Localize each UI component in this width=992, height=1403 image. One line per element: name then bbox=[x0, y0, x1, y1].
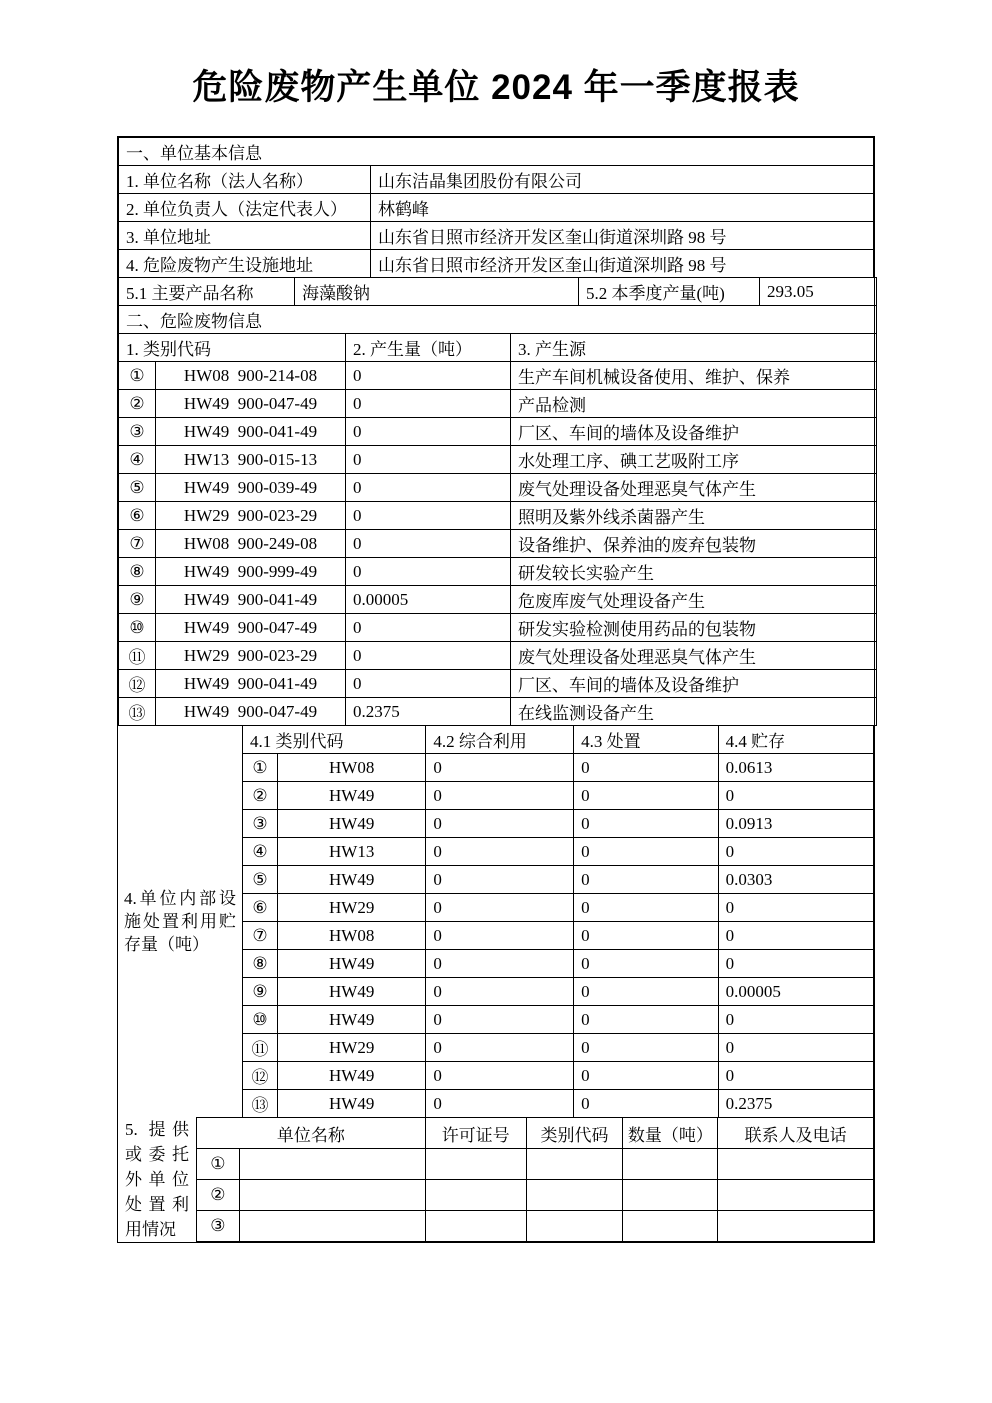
waste-row bbox=[119, 446, 877, 474]
facility-storage: 0 bbox=[718, 1062, 873, 1090]
row-number: ④ bbox=[243, 838, 278, 866]
report-title: 危险废物产生单位 2024 年一季度报表 bbox=[192, 68, 800, 107]
facility-row bbox=[243, 1090, 874, 1118]
row-number: ⑪ bbox=[243, 1034, 278, 1062]
facility-storage: 0 bbox=[718, 922, 873, 950]
external-unit-row bbox=[197, 1180, 874, 1211]
waste-generation-source: 废气处理设备处理恶臭气体产生 bbox=[511, 474, 877, 502]
external-unit-name bbox=[239, 1180, 425, 1211]
facility-category-code: HW08 bbox=[277, 754, 426, 782]
waste-category-code: HW49 900-999-49 bbox=[156, 558, 346, 586]
external-quantity bbox=[623, 1211, 718, 1242]
waste-category-code: HW49 900-047-49 bbox=[156, 698, 346, 726]
facility-storage: 0 bbox=[718, 950, 873, 978]
waste-category-code: HW49 900-041-49 bbox=[156, 586, 346, 614]
facility-disposal: 0 bbox=[574, 866, 718, 894]
waste-generation-source: 生产车间机械设备使用、维护、保养 bbox=[511, 362, 877, 390]
external-category-code bbox=[526, 1211, 623, 1242]
waste-generated-amount: 0 bbox=[346, 670, 511, 698]
product-name-value: 海藻酸钠 bbox=[295, 278, 579, 306]
section2-table bbox=[118, 305, 877, 726]
external-contact bbox=[718, 1149, 874, 1180]
facility-disposal: 0 bbox=[574, 950, 718, 978]
facility-category-code: HW29 bbox=[277, 894, 426, 922]
row-number: ⑦ bbox=[243, 922, 278, 950]
facility-storage: 0 bbox=[718, 838, 873, 866]
facility-category-code: HW49 bbox=[277, 810, 426, 838]
facility-disposal: 0 bbox=[574, 894, 718, 922]
facility-disposal: 0 bbox=[574, 1034, 718, 1062]
waste-generated-amount: 0 bbox=[346, 474, 511, 502]
waste-generated-amount: 0 bbox=[346, 362, 511, 390]
waste-generated-amount: 0 bbox=[346, 614, 511, 642]
facility-row bbox=[243, 1034, 874, 1062]
section1-header: 一、单位基本信息 bbox=[119, 138, 874, 166]
facility-storage: 0 bbox=[718, 782, 873, 810]
facility-disposal: 0 bbox=[574, 1006, 718, 1034]
waste-generation-source: 在线监测设备产生 bbox=[511, 698, 877, 726]
facility-storage: 0.0613 bbox=[718, 754, 873, 782]
section5-band bbox=[118, 1117, 874, 1242]
waste-row bbox=[119, 362, 877, 390]
column-header-unit-name: 单位名称 bbox=[197, 1118, 426, 1149]
waste-category-code: HW49 900-047-49 bbox=[156, 614, 346, 642]
waste-row bbox=[119, 390, 877, 418]
row-number: ⑧ bbox=[243, 950, 278, 978]
facility-comprehensive-use: 0 bbox=[426, 978, 574, 1006]
column-header-storage: 4.4 贮存 bbox=[718, 726, 873, 754]
waste-row bbox=[119, 530, 877, 558]
facility-comprehensive-use: 0 bbox=[426, 782, 574, 810]
external-contact bbox=[718, 1180, 874, 1211]
external-contact bbox=[718, 1211, 874, 1242]
facility-storage: 0 bbox=[718, 894, 873, 922]
row-number: ⑩ bbox=[243, 1006, 278, 1034]
info-row bbox=[119, 250, 874, 278]
waste-generation-source: 设备维护、保养油的废弃包装物 bbox=[511, 530, 877, 558]
facility-storage: 0.0913 bbox=[718, 810, 873, 838]
facility-storage: 0.0303 bbox=[718, 866, 873, 894]
column-header-contact: 联系人及电话 bbox=[718, 1118, 874, 1149]
facility-comprehensive-use: 0 bbox=[426, 1006, 574, 1034]
column-header-generation-source: 3. 产生源 bbox=[511, 334, 877, 362]
facility-row bbox=[243, 950, 874, 978]
external-unit-name bbox=[239, 1149, 425, 1180]
column-header-comprehensive-use: 4.2 综合利用 bbox=[426, 726, 574, 754]
facility-disposal: 0 bbox=[574, 782, 718, 810]
facility-storage: 0 bbox=[718, 1006, 873, 1034]
column-header-category-code-5: 类别代码 bbox=[526, 1118, 623, 1149]
row-number: ① bbox=[197, 1149, 240, 1180]
info-label: 3. 单位地址 bbox=[119, 222, 371, 250]
external-unit-name bbox=[239, 1211, 425, 1242]
waste-category-code: HW49 900-041-49 bbox=[156, 670, 346, 698]
facility-comprehensive-use: 0 bbox=[426, 922, 574, 950]
facility-category-code: HW13 bbox=[277, 838, 426, 866]
row-number: ⑫ bbox=[119, 670, 156, 698]
waste-category-code: HW29 900-023-29 bbox=[156, 642, 346, 670]
section2-header: 二、危险废物信息 bbox=[119, 306, 877, 334]
external-license-number bbox=[425, 1149, 526, 1180]
column-header-generated-amount: 2. 产生量（吨） bbox=[346, 334, 511, 362]
waste-generated-amount: 0.2375 bbox=[346, 698, 511, 726]
row-number: ⑨ bbox=[119, 586, 156, 614]
waste-generated-amount: 0 bbox=[346, 530, 511, 558]
waste-row bbox=[119, 586, 877, 614]
row-number: ⑬ bbox=[119, 698, 156, 726]
row-number: ⑤ bbox=[243, 866, 278, 894]
report-table bbox=[117, 136, 875, 1243]
facility-comprehensive-use: 0 bbox=[426, 754, 574, 782]
section4-label: 4.单位内部设施处置利用贮存量（吨） bbox=[118, 725, 243, 1118]
product-name-label: 5.1 主要产品名称 bbox=[119, 278, 295, 306]
facility-category-code: HW29 bbox=[277, 1034, 426, 1062]
row-number: ⑥ bbox=[119, 502, 156, 530]
waste-category-code: HW08 900-249-08 bbox=[156, 530, 346, 558]
waste-category-code: HW49 900-041-49 bbox=[156, 418, 346, 446]
facility-category-code: HW08 bbox=[277, 922, 426, 950]
product-row bbox=[119, 278, 877, 306]
facility-row bbox=[243, 1006, 874, 1034]
info-value: 山东省日照市经济开发区奎山街道深圳路 98 号 bbox=[371, 222, 874, 250]
facility-comprehensive-use: 0 bbox=[426, 950, 574, 978]
waste-generated-amount: 0 bbox=[346, 390, 511, 418]
waste-generation-source: 厂区、车间的墙体及设备维护 bbox=[511, 418, 877, 446]
facility-disposal: 0 bbox=[574, 810, 718, 838]
info-value: 山东洁晶集团股份有限公司 bbox=[371, 166, 874, 194]
section5-columns-row bbox=[197, 1118, 874, 1149]
facility-disposal: 0 bbox=[574, 1090, 718, 1118]
waste-row bbox=[119, 670, 877, 698]
external-category-code bbox=[526, 1180, 623, 1211]
column-header-category-code: 1. 类别代码 bbox=[119, 334, 346, 362]
facility-category-code: HW49 bbox=[277, 1062, 426, 1090]
waste-generated-amount: 0 bbox=[346, 642, 511, 670]
waste-row bbox=[119, 418, 877, 446]
info-row bbox=[119, 194, 874, 222]
waste-category-code: HW08 900-214-08 bbox=[156, 362, 346, 390]
row-number: ③ bbox=[119, 418, 156, 446]
column-header-disposal: 4.3 处置 bbox=[574, 726, 718, 754]
facility-comprehensive-use: 0 bbox=[426, 1090, 574, 1118]
info-label: 1. 单位名称（法人名称） bbox=[119, 166, 371, 194]
facility-comprehensive-use: 0 bbox=[426, 894, 574, 922]
column-header-license-number: 许可证号 bbox=[425, 1118, 526, 1149]
section2-columns-row bbox=[119, 334, 877, 362]
row-number: ⑨ bbox=[243, 978, 278, 1006]
facility-row bbox=[243, 866, 874, 894]
external-category-code bbox=[526, 1149, 623, 1180]
facility-comprehensive-use: 0 bbox=[426, 838, 574, 866]
facility-disposal: 0 bbox=[574, 754, 718, 782]
waste-generation-source: 照明及紫外线杀菌器产生 bbox=[511, 502, 877, 530]
info-row bbox=[119, 166, 874, 194]
waste-row bbox=[119, 502, 877, 530]
facility-category-code: HW49 bbox=[277, 1090, 426, 1118]
facility-storage: 0.00005 bbox=[718, 978, 873, 1006]
row-number: ⑥ bbox=[243, 894, 278, 922]
facility-category-code: HW49 bbox=[277, 866, 426, 894]
waste-row bbox=[119, 558, 877, 586]
column-header-category-code-4: 4.1 类别代码 bbox=[243, 726, 426, 754]
waste-category-code: HW49 900-039-49 bbox=[156, 474, 346, 502]
facility-comprehensive-use: 0 bbox=[426, 1034, 574, 1062]
external-quantity bbox=[623, 1180, 718, 1211]
section2-header-row bbox=[119, 306, 877, 334]
waste-row bbox=[119, 614, 877, 642]
section1-header-row bbox=[119, 138, 874, 166]
info-label: 4. 危险废物产生设施地址 bbox=[119, 250, 371, 278]
section4-table bbox=[242, 725, 874, 1118]
facility-disposal: 0 bbox=[574, 838, 718, 866]
waste-row bbox=[119, 474, 877, 502]
external-quantity bbox=[623, 1149, 718, 1180]
facility-storage: 0.2375 bbox=[718, 1090, 873, 1118]
section5-table bbox=[196, 1117, 874, 1242]
row-number: ① bbox=[119, 362, 156, 390]
facility-disposal: 0 bbox=[574, 922, 718, 950]
info-label: 2. 单位负责人（法定代表人） bbox=[119, 194, 371, 222]
waste-generation-source: 厂区、车间的墙体及设备维护 bbox=[511, 670, 877, 698]
facility-category-code: HW49 bbox=[277, 782, 426, 810]
quarter-output-label: 5.2 本季度产量(吨) bbox=[579, 278, 760, 306]
facility-category-code: HW49 bbox=[277, 1006, 426, 1034]
waste-generated-amount: 0 bbox=[346, 502, 511, 530]
facility-row bbox=[243, 810, 874, 838]
external-unit-row bbox=[197, 1211, 874, 1242]
row-number: ⑩ bbox=[119, 614, 156, 642]
facility-row bbox=[243, 754, 874, 782]
waste-row bbox=[119, 698, 877, 726]
row-number: ⑤ bbox=[119, 474, 156, 502]
section5-label: 5. 提供或委托外单位处置利用情况 bbox=[118, 1117, 197, 1242]
row-number: ③ bbox=[243, 810, 278, 838]
row-number: ② bbox=[197, 1180, 240, 1211]
row-number: ⑪ bbox=[119, 642, 156, 670]
waste-category-code: HW13 900-015-13 bbox=[156, 446, 346, 474]
facility-disposal: 0 bbox=[574, 978, 718, 1006]
facility-row bbox=[243, 978, 874, 1006]
section4-band bbox=[118, 725, 874, 1118]
facility-disposal: 0 bbox=[574, 1062, 718, 1090]
waste-generated-amount: 0 bbox=[346, 418, 511, 446]
external-license-number bbox=[425, 1211, 526, 1242]
row-number: ⑧ bbox=[119, 558, 156, 586]
waste-category-code: HW29 900-023-29 bbox=[156, 502, 346, 530]
facility-row bbox=[243, 838, 874, 866]
row-number: ① bbox=[243, 754, 278, 782]
row-number: ② bbox=[119, 390, 156, 418]
facility-comprehensive-use: 0 bbox=[426, 866, 574, 894]
waste-generation-source: 研发实验检测使用药品的包装物 bbox=[511, 614, 877, 642]
info-value: 林鹤峰 bbox=[371, 194, 874, 222]
waste-generation-source: 产品检测 bbox=[511, 390, 877, 418]
section4-columns-row bbox=[243, 726, 874, 754]
external-license-number bbox=[425, 1180, 526, 1211]
row-number: ⑬ bbox=[243, 1090, 278, 1118]
waste-generated-amount: 0 bbox=[346, 446, 511, 474]
row-number: ② bbox=[243, 782, 278, 810]
external-unit-row bbox=[197, 1149, 874, 1180]
waste-generation-source: 水处理工序、碘工艺吸附工序 bbox=[511, 446, 877, 474]
waste-generation-source: 废气处理设备处理恶臭气体产生 bbox=[511, 642, 877, 670]
row-number: ⑦ bbox=[119, 530, 156, 558]
column-header-quantity: 数量（吨） bbox=[623, 1118, 718, 1149]
info-row bbox=[119, 222, 874, 250]
facility-row bbox=[243, 894, 874, 922]
product-row-table bbox=[118, 277, 877, 306]
facility-row bbox=[243, 1062, 874, 1090]
waste-row bbox=[119, 642, 877, 670]
facility-row bbox=[243, 782, 874, 810]
row-number: ④ bbox=[119, 446, 156, 474]
facility-comprehensive-use: 0 bbox=[426, 810, 574, 838]
section1-table bbox=[118, 137, 874, 278]
waste-generated-amount: 0 bbox=[346, 558, 511, 586]
facility-category-code: HW49 bbox=[277, 978, 426, 1006]
quarter-output-value: 293.05 bbox=[760, 278, 877, 306]
info-value: 山东省日照市经济开发区奎山街道深圳路 98 号 bbox=[371, 250, 874, 278]
waste-category-code: HW49 900-047-49 bbox=[156, 390, 346, 418]
waste-generated-amount: 0.00005 bbox=[346, 586, 511, 614]
facility-row bbox=[243, 922, 874, 950]
facility-comprehensive-use: 0 bbox=[426, 1062, 574, 1090]
waste-generation-source: 危废库废气处理设备产生 bbox=[511, 586, 877, 614]
row-number: ③ bbox=[197, 1211, 240, 1242]
row-number: ⑫ bbox=[243, 1062, 278, 1090]
waste-generation-source: 研发较长实验产生 bbox=[511, 558, 877, 586]
facility-storage: 0 bbox=[718, 1034, 873, 1062]
facility-category-code: HW49 bbox=[277, 950, 426, 978]
